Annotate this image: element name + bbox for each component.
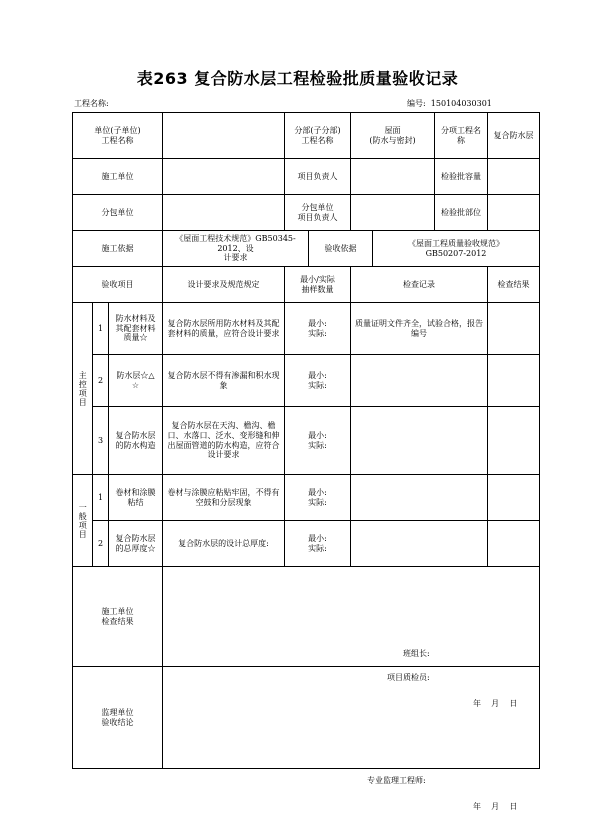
item-sample[interactable] (285, 521, 351, 567)
table-row (73, 407, 540, 475)
item-sample[interactable] (285, 475, 351, 521)
code-label (407, 98, 492, 109)
item-record[interactable] (351, 355, 488, 407)
table-row (73, 303, 540, 355)
document-title: 表263 复合防水层工程检验批质量验收记录 (136, 69, 459, 88)
project-manager-label: 项目负责人 (285, 159, 351, 195)
subcontractor-label: 分包单位 (73, 195, 163, 231)
item-result[interactable] (488, 407, 540, 475)
item-sample[interactable] (285, 303, 351, 355)
contractor-value[interactable] (163, 159, 285, 195)
acceptance-basis-value: 《屋面工程质量验收规范》 GB50207-2012 (373, 231, 540, 267)
item-record[interactable]: 质量证明文件齐全，试验合格，报告编号 (351, 303, 488, 355)
actual-label: 实际: (308, 328, 327, 338)
unit-name-label: 单位(子单位) 工程名称 (73, 113, 163, 159)
table-row (73, 521, 540, 567)
inspector-label: 项目质检员: (387, 672, 430, 682)
supervision-area[interactable] (163, 667, 540, 811)
item-name: 卷材和涂膜 粘结 (109, 475, 163, 521)
subitem-name-value: 复合防水层 (488, 113, 540, 159)
col-header-requirement: 设计要求及规范规定 (163, 267, 285, 303)
batch-capacity-value[interactable] (488, 159, 540, 195)
actual-label: 实际: (308, 440, 327, 450)
code-value: 150104030301 (430, 99, 492, 108)
min-label: 最小: (308, 370, 327, 380)
construction-basis-label: 施工依据 (73, 231, 163, 267)
item-requirement: 卷材与涂膜应粘贴牢固，不得有空鼓和分层现象 (163, 475, 285, 521)
supervision-date: 年 月 日 (473, 801, 518, 811)
item-no: 1 (93, 475, 109, 521)
supervision-engineer-label: 专业监理工程师: (367, 775, 426, 785)
table-row (73, 475, 540, 521)
min-label: 最小: (308, 430, 327, 440)
table-row (73, 355, 540, 407)
item-result[interactable] (488, 475, 540, 521)
actual-label: 实际: (308, 497, 327, 507)
general-group-label: 一般项目 (73, 475, 93, 567)
supervision-label: 监理单位 验收结论 (73, 667, 163, 769)
batch-capacity-label: 检验批容量 (435, 159, 488, 195)
min-label: 最小: (308, 487, 327, 497)
team-leader-label: 班组长: (403, 648, 430, 658)
item-record[interactable] (351, 475, 488, 521)
batch-location-label: 检验批部位 (435, 195, 488, 231)
sub-manager-label: 分包单位 项目负责人 (285, 195, 351, 231)
item-record[interactable] (351, 521, 488, 567)
acceptance-basis-label: 验收依据 (309, 231, 373, 267)
item-name: 防水材料及 其配套材料 质量☆ (109, 303, 163, 355)
subitem-name-label: 分项工程名称 (435, 113, 488, 159)
item-requirement: 复合防水层的设计总厚度: (163, 521, 285, 567)
min-label: 最小: (308, 533, 327, 543)
item-no: 2 (93, 521, 109, 567)
construction-check-area[interactable] (163, 567, 540, 708)
item-no: 2 (93, 355, 109, 407)
project-name-label: 工程名称: (74, 99, 109, 108)
actual-label: 实际: (308, 543, 327, 553)
item-record[interactable] (351, 407, 488, 475)
construction-basis-value: 《屋面工程技术规范》GB50345-2012、设 计要求 (163, 231, 309, 267)
item-result[interactable] (488, 521, 540, 567)
item-name: 复合防水层 的防水构造 (109, 407, 163, 475)
item-no: 3 (93, 407, 109, 475)
subcontractor-value[interactable] (163, 195, 285, 231)
item-requirement: 复合防水层不得有渗漏和积水现象 (163, 355, 285, 407)
division-name-value: 屋面 (防水与密封) (351, 113, 435, 159)
item-no: 1 (93, 303, 109, 355)
construction-date: 年 月 日 (473, 698, 518, 708)
division-name-label: 分部(子分部) 工程名称 (285, 113, 351, 159)
construction-check-label: 施工单位 检查结果 (73, 567, 163, 667)
main-group-label: 主控项目 (73, 303, 93, 475)
contractor-label: 施工单位 (73, 159, 163, 195)
min-label: 最小: (308, 318, 327, 328)
item-sample[interactable] (285, 407, 351, 475)
item-requirement: 复合防水层在天沟、檐沟、檐口、水落口、泛水、变形缝和伸出屋面管道的防水构造，应符合设计要求 (163, 407, 285, 475)
code-label-text: 编号: (407, 99, 426, 108)
inspection-form-table (72, 112, 540, 811)
col-header-result: 检查结果 (488, 267, 540, 303)
col-header-sample: 最小/实际 抽样数量 (285, 267, 351, 303)
unit-name-value[interactable] (163, 113, 285, 159)
col-header-record: 检查记录 (351, 267, 488, 303)
item-sample[interactable] (285, 355, 351, 407)
col-header-item: 验收项目 (73, 267, 163, 303)
item-requirement: 复合防水层所用防水材料及其配套材料的质量，应符合设计要求 (163, 303, 285, 355)
item-result[interactable] (488, 303, 540, 355)
item-name: 防水层☆△ ☆ (109, 355, 163, 407)
project-manager-value[interactable] (351, 159, 435, 195)
batch-location-value[interactable] (488, 195, 540, 231)
sub-manager-value[interactable] (351, 195, 435, 231)
item-name: 复合防水层 的总厚度☆ (109, 521, 163, 567)
actual-label: 实际: (308, 380, 327, 390)
item-result[interactable] (488, 355, 540, 407)
